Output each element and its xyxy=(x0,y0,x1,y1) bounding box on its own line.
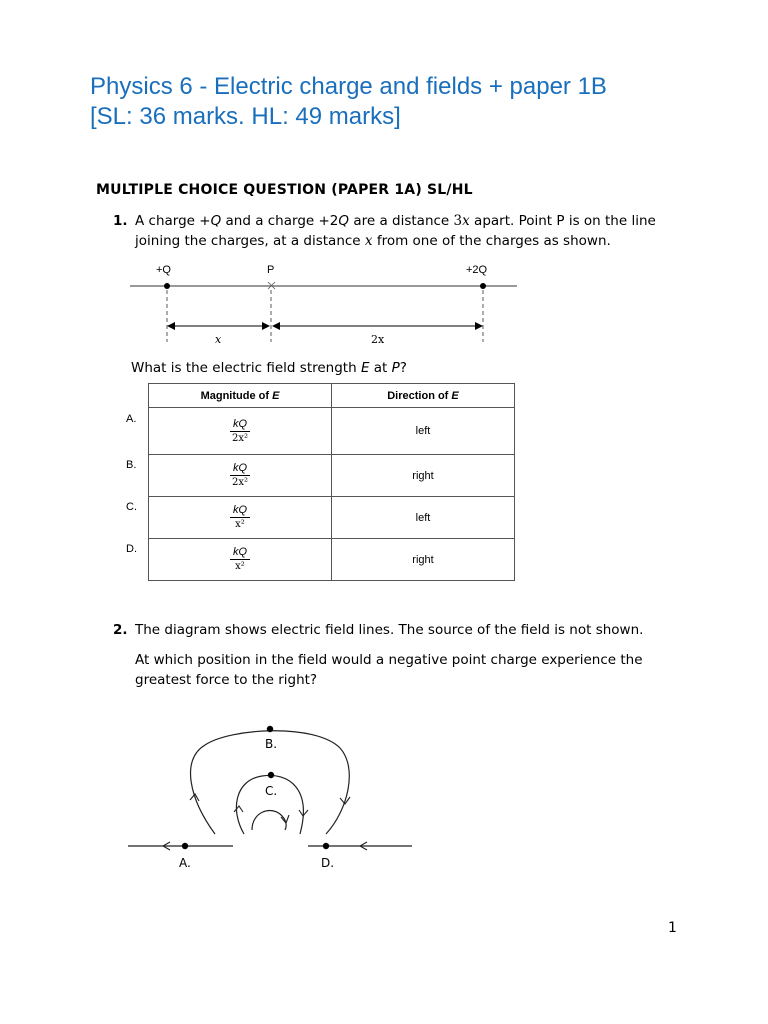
fraction-denominator: 2x² xyxy=(231,432,248,444)
option-label-c: C. xyxy=(126,501,137,513)
field-arrows xyxy=(163,794,367,850)
question-2-text: The diagram shows electric field lines. The source of the field is not shown. xyxy=(135,622,644,638)
dimension-label-2x: 2x xyxy=(371,333,385,346)
fraction-denominator: x² xyxy=(235,561,245,572)
header-direction-e: E xyxy=(451,389,459,402)
label-c: C. xyxy=(265,784,278,798)
q1-text-d: apart. Point P is on the line xyxy=(469,213,656,229)
header-magnitude-e: E xyxy=(272,389,280,402)
question-2-prompt-line-2: greatest force to the right? xyxy=(135,671,318,688)
point-a-dot xyxy=(182,843,188,849)
q1-text-a: A charge + xyxy=(135,213,211,229)
fraction-numerator: kQ xyxy=(230,546,250,560)
label-plus-2q: +2Q xyxy=(466,264,488,276)
q1-symbol-x: x xyxy=(462,213,470,229)
q1-line2-b: from one of the charges as shown. xyxy=(372,232,611,249)
fraction-denominator: x² xyxy=(235,519,245,530)
arrow-middle-left-icon xyxy=(234,806,243,812)
label-a: A. xyxy=(179,856,191,870)
direction-cell: left xyxy=(332,408,515,455)
section-heading: MULTIPLE CHOICE QUESTION (PAPER 1A) SL/HL xyxy=(96,182,473,198)
direction-cell: left xyxy=(332,497,515,539)
fraction-numerator: kQ xyxy=(230,462,250,476)
dimension-label-x: x xyxy=(215,333,222,346)
fraction-denominator: 2x² xyxy=(231,477,248,488)
q1-text-b: and a charge +2 xyxy=(221,213,339,229)
page-number: 1 xyxy=(668,920,677,936)
option-label-a: A. xyxy=(126,413,137,425)
prompt-text-b: at xyxy=(369,360,392,376)
header-magnitude-text: Magnitude of xyxy=(200,389,273,402)
question-2-number: 2. xyxy=(113,622,128,638)
option-label-d: D. xyxy=(126,543,137,555)
q1-symbol-q: Q xyxy=(210,213,222,229)
question-2-prompt-line-1: At which position in the field would a negative point charge experience the xyxy=(135,652,643,668)
field-line-inner xyxy=(252,811,286,830)
prompt-text-c: ? xyxy=(399,360,407,376)
label-p: P xyxy=(267,264,275,276)
direction-cell: right xyxy=(332,455,515,497)
title-line-1: Physics 6 - Electric charge and fields + paper 1B xyxy=(90,73,607,100)
q1-line2-a: joining the charges, at a distance xyxy=(135,232,365,249)
direction-cell: right xyxy=(332,539,515,581)
point-b-dot xyxy=(267,726,273,732)
point-c-dot xyxy=(268,772,274,778)
header-direction-text: Direction of xyxy=(387,389,452,402)
prompt-text-a: What is the electric field strength xyxy=(131,360,361,376)
label-plus-q: +Q xyxy=(156,264,171,276)
point-d-dot xyxy=(323,843,329,849)
q1-symbol-q2: Q xyxy=(338,213,350,229)
q1-distance-3: 3 xyxy=(453,213,463,229)
fraction-numerator: kQ xyxy=(230,418,250,432)
label-b: B. xyxy=(265,737,278,751)
prompt-symbol-e: E xyxy=(360,360,370,376)
q1-text-c: are a distance xyxy=(349,213,454,229)
title-line-2: [SL: 36 marks. HL: 49 marks] xyxy=(90,103,401,130)
label-d: D. xyxy=(321,856,335,870)
option-label-b: B. xyxy=(126,459,137,471)
question-1-number: 1. xyxy=(113,213,128,229)
q1-line2-x: x xyxy=(364,232,373,249)
prompt-symbol-p: P xyxy=(391,360,400,376)
fraction-numerator: kQ xyxy=(230,504,250,518)
